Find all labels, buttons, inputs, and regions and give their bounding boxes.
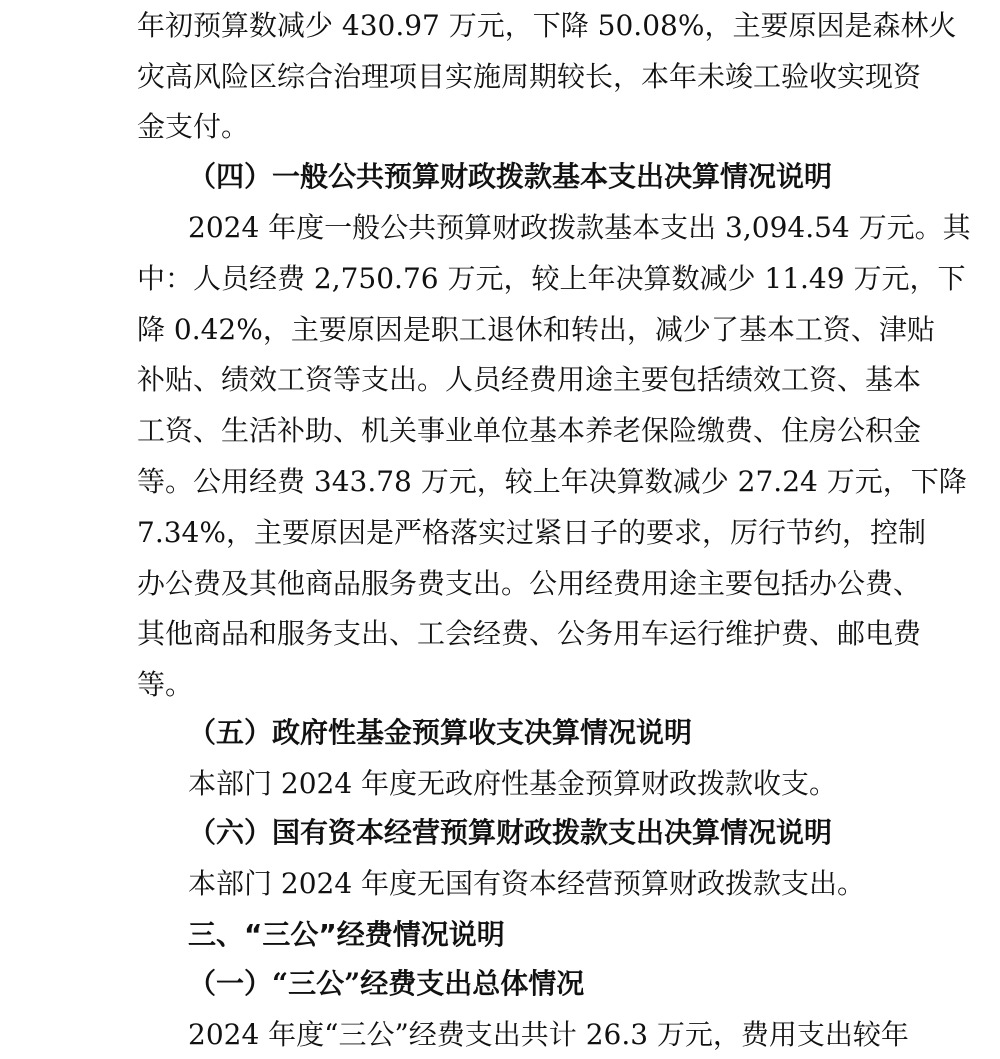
section-subheading: （一）“三公”经费支出总体情况: [188, 967, 585, 1000]
paragraph-line: 年初预算数减少 430.97 万元，下降 50.08%，主要原因是森林火: [137, 9, 957, 42]
paragraph-line: 等。公用经费 343.78 万元，较上年决算数减少 27.24 万元，下降: [137, 465, 967, 498]
section-subheading: （五）政府性基金预算收支决算情况说明: [188, 716, 693, 749]
paragraph-line: 补贴、绩效工资等支出。人员经费用途主要包括绩效工资、基本: [137, 363, 922, 396]
paragraph-line: 2024 年度“三公”经费支出共计 26.3 万元，费用支出较年: [188, 1018, 909, 1051]
paragraph-line: 工资、生活补助、机关事业单位基本养老保险缴费、住房公积金: [137, 414, 922, 447]
paragraph-line: 本部门 2024 年度无国有资本经营预算财政拨款支出。: [188, 867, 866, 900]
section-heading: 三、“三公”经费情况说明: [188, 918, 505, 951]
paragraph-line: 灾高风险区综合治理项目实施周期较长，本年未竣工验收实现资: [137, 60, 922, 93]
paragraph-line: 办公费及其他商品服务费支出。公用经费用途主要包括办公费、: [137, 567, 922, 600]
paragraph-line: 7.34%，主要原因是严格落实过紧日子的要求，厉行节约，控制: [137, 516, 926, 549]
paragraph-line: 金支付。: [137, 110, 250, 143]
paragraph-line: 等。: [137, 668, 194, 701]
section-subheading: （六）国有资本经营预算财政拨款支出决算情况说明: [188, 816, 833, 849]
paragraph-line: 中：人员经费 2,750.76 万元，较上年决算数减少 11.49 万元，下: [137, 262, 966, 295]
paragraph-line: 本部门 2024 年度无政府性基金预算财政拨款收支。: [188, 767, 838, 800]
paragraph-line: 降 0.42%，主要原因是职工退休和转出，减少了基本工资、津贴: [137, 313, 935, 346]
section-subheading: （四）一般公共预算财政拨款基本支出决算情况说明: [188, 160, 833, 193]
paragraph-line: 其他商品和服务支出、工会经费、公务用车运行维护费、邮电费: [137, 617, 922, 650]
paragraph-line: 2024 年度一般公共预算财政拨款基本支出 3,094.54 万元。其: [188, 211, 971, 244]
